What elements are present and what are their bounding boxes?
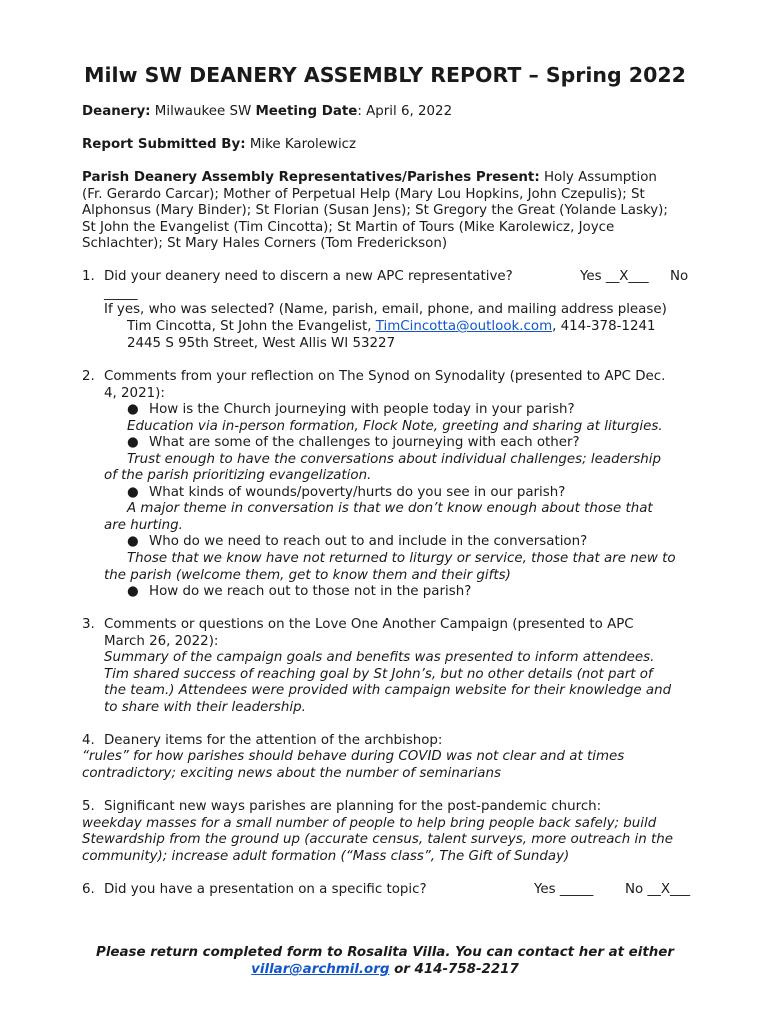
q2-answer-2b: of the parish prioritizing evangelization. bbox=[104, 468, 372, 483]
q2-bullet-4-text: Who do we need to reach out to and include in the conversation? bbox=[149, 534, 588, 549]
q3-answer-4: to share with their leadership. bbox=[104, 700, 306, 715]
q2-bullet-4 bbox=[127, 534, 587, 551]
q4-answer-1: “rules” for how parishes should behave during COVID was not clear and at times bbox=[82, 749, 625, 764]
submitted-by-value: Mike Karolewicz bbox=[245, 137, 357, 152]
deanery-value: Milwaukee SW bbox=[150, 104, 256, 119]
q4-answer-2: contradictory; exciting news about the number of seminarians bbox=[82, 766, 501, 781]
q6-number: 6. bbox=[82, 882, 95, 897]
q2-bullet-3 bbox=[127, 485, 565, 502]
parish-line-1 bbox=[82, 170, 657, 187]
parish-line-2: (Fr. Gerardo Carcar); Mother of Perpetual Help (Mary Lou Hopkins, John Czepulis); St bbox=[82, 187, 645, 202]
q5-answer-3: community); increase adult formation (“Mass class”, The Gift of Sunday) bbox=[82, 849, 570, 864]
bullet-icon: ● bbox=[127, 435, 139, 450]
q2-bullet-2 bbox=[127, 435, 580, 452]
q3-line-2: March 26, 2022): bbox=[104, 634, 219, 649]
q4-question: Deanery items for the attention of the archbishop: bbox=[104, 733, 443, 748]
q1-followup: If yes, who was selected? (Name, parish, email, phone, and mailing address please) bbox=[104, 302, 667, 317]
parish-label: Parish Deanery Assembly Representatives/Parishes Present: bbox=[82, 170, 540, 185]
footer-line-2 bbox=[0, 962, 770, 979]
q1-answer-prefix: Tim Cincotta, St John the Evangelist, bbox=[127, 319, 376, 334]
q3-answer-1: Summary of the campaign goals and benefits was presented to inform attendees. bbox=[104, 650, 655, 665]
meeting-date-label: Meeting Date bbox=[255, 104, 358, 119]
bullet-icon: ● bbox=[127, 485, 139, 500]
q4-number: 4. bbox=[82, 733, 95, 748]
contact-email-link[interactable]: villar@archmil.org bbox=[251, 962, 390, 977]
q1-answer bbox=[127, 319, 656, 336]
q6-question: Did you have a presentation on a specific topic? bbox=[104, 882, 427, 897]
q1-answer-suffix: , 414-378-1241 bbox=[552, 319, 656, 334]
q1-question: Did your deanery need to discern a new APC representative? bbox=[104, 269, 513, 284]
q1-no-blank: _____ bbox=[104, 286, 138, 301]
q3-answer-3: the team.) Attendees were provided with campaign website for their knowledge and bbox=[104, 683, 672, 698]
q2-bullet-2-text: What are some of the challenges to journeying with each other? bbox=[149, 435, 580, 450]
parish-text: Holy Assumption bbox=[539, 170, 657, 185]
deanery-label: Deanery: bbox=[82, 104, 151, 119]
q2-answer-3a: A major theme in conversation is that we don’t know enough about those that bbox=[127, 501, 653, 516]
parish-line-3: Alphonsus (Mary Binder); St Florian (Susan Jens); St Gregory the Great (Yolande Lasky); bbox=[82, 203, 668, 218]
submitted-by-label: Report Submitted By: bbox=[82, 137, 246, 152]
q6-yes: Yes _____ bbox=[534, 882, 594, 897]
q5-question: Significant new ways parishes are planning for the post-pandemic church: bbox=[104, 799, 602, 814]
parish-line-4: St John the Evangelist (Tim Cincotta); St Martin of Tours (Mike Karolewicz, Joyce bbox=[82, 220, 615, 235]
q2-bullet-1-text: How is the Church journeying with people today in your parish? bbox=[149, 402, 575, 417]
q2-number: 2. bbox=[82, 369, 95, 384]
footer-line-1: Please return completed form to Rosalita Villa. You can contact her at either bbox=[96, 945, 674, 960]
rep-email-link[interactable]: TimCincotta@outlook.com bbox=[375, 319, 553, 334]
bullet-icon: ● bbox=[127, 584, 139, 599]
q2-answer-3b: are hurting. bbox=[104, 518, 183, 533]
q2-answer-4a: Those that we know have not returned to liturgy or service, those that are new to bbox=[127, 551, 676, 566]
q5-answer-2: Stewardship from the ground up (accurate census, talent surveys, more outreach in the bbox=[82, 832, 673, 847]
submitted-by-line bbox=[82, 137, 356, 154]
q2-line-2: 4, 2021): bbox=[104, 386, 165, 401]
q2-answer-4b: the parish (welcome them, get to know them and their gifts) bbox=[104, 568, 511, 583]
footer-phone: or 414-758-2217 bbox=[389, 962, 519, 977]
bullet-icon: ● bbox=[127, 402, 139, 417]
q2-line-1: Comments from your reflection on The Synod on Synodality (presented to APC Dec. bbox=[104, 369, 666, 384]
bullet-icon: ● bbox=[127, 534, 139, 549]
meeting-date-value: : April 6, 2022 bbox=[357, 104, 453, 119]
q2-bullet-1 bbox=[127, 402, 575, 419]
q5-number: 5. bbox=[82, 799, 95, 814]
q5-answer-1: weekday masses for a small number of people to help bring people back safely; build bbox=[82, 816, 657, 831]
q2-answer-2a: Trust enough to have the conversations about individual challenges; leadership bbox=[127, 452, 662, 467]
q1-address: 2445 S 95th Street, West Allis WI 53227 bbox=[127, 336, 396, 351]
deanery-line bbox=[82, 104, 452, 121]
q1-number: 1. bbox=[82, 269, 95, 284]
q2-bullet-5 bbox=[127, 584, 471, 601]
parish-line-5: Schlachter); St Mary Hales Corners (Tom Frederickson) bbox=[82, 236, 448, 251]
q3-line-1: Comments or questions on the Love One Another Campaign (presented to APC bbox=[104, 617, 634, 632]
page-title: Milw SW DEANERY ASSEMBLY REPORT – Spring 2022 bbox=[84, 63, 686, 87]
q1-no: No bbox=[670, 269, 689, 284]
q2-bullet-3-text: What kinds of wounds/poverty/hurts do you see in our parish? bbox=[149, 485, 566, 500]
q2-bullet-5-text: How do we reach out to those not in the parish? bbox=[149, 584, 472, 599]
q1-yes: Yes __X___ bbox=[580, 269, 649, 284]
q6-no: No __X___ bbox=[625, 882, 691, 897]
q3-answer-2: Tim shared success of reaching goal by St John’s, but no other details (not part of bbox=[104, 667, 653, 682]
q3-number: 3. bbox=[82, 617, 95, 632]
q2-answer-1: Education via in-person formation, Flock Note, greeting and sharing at liturgies. bbox=[127, 419, 663, 434]
